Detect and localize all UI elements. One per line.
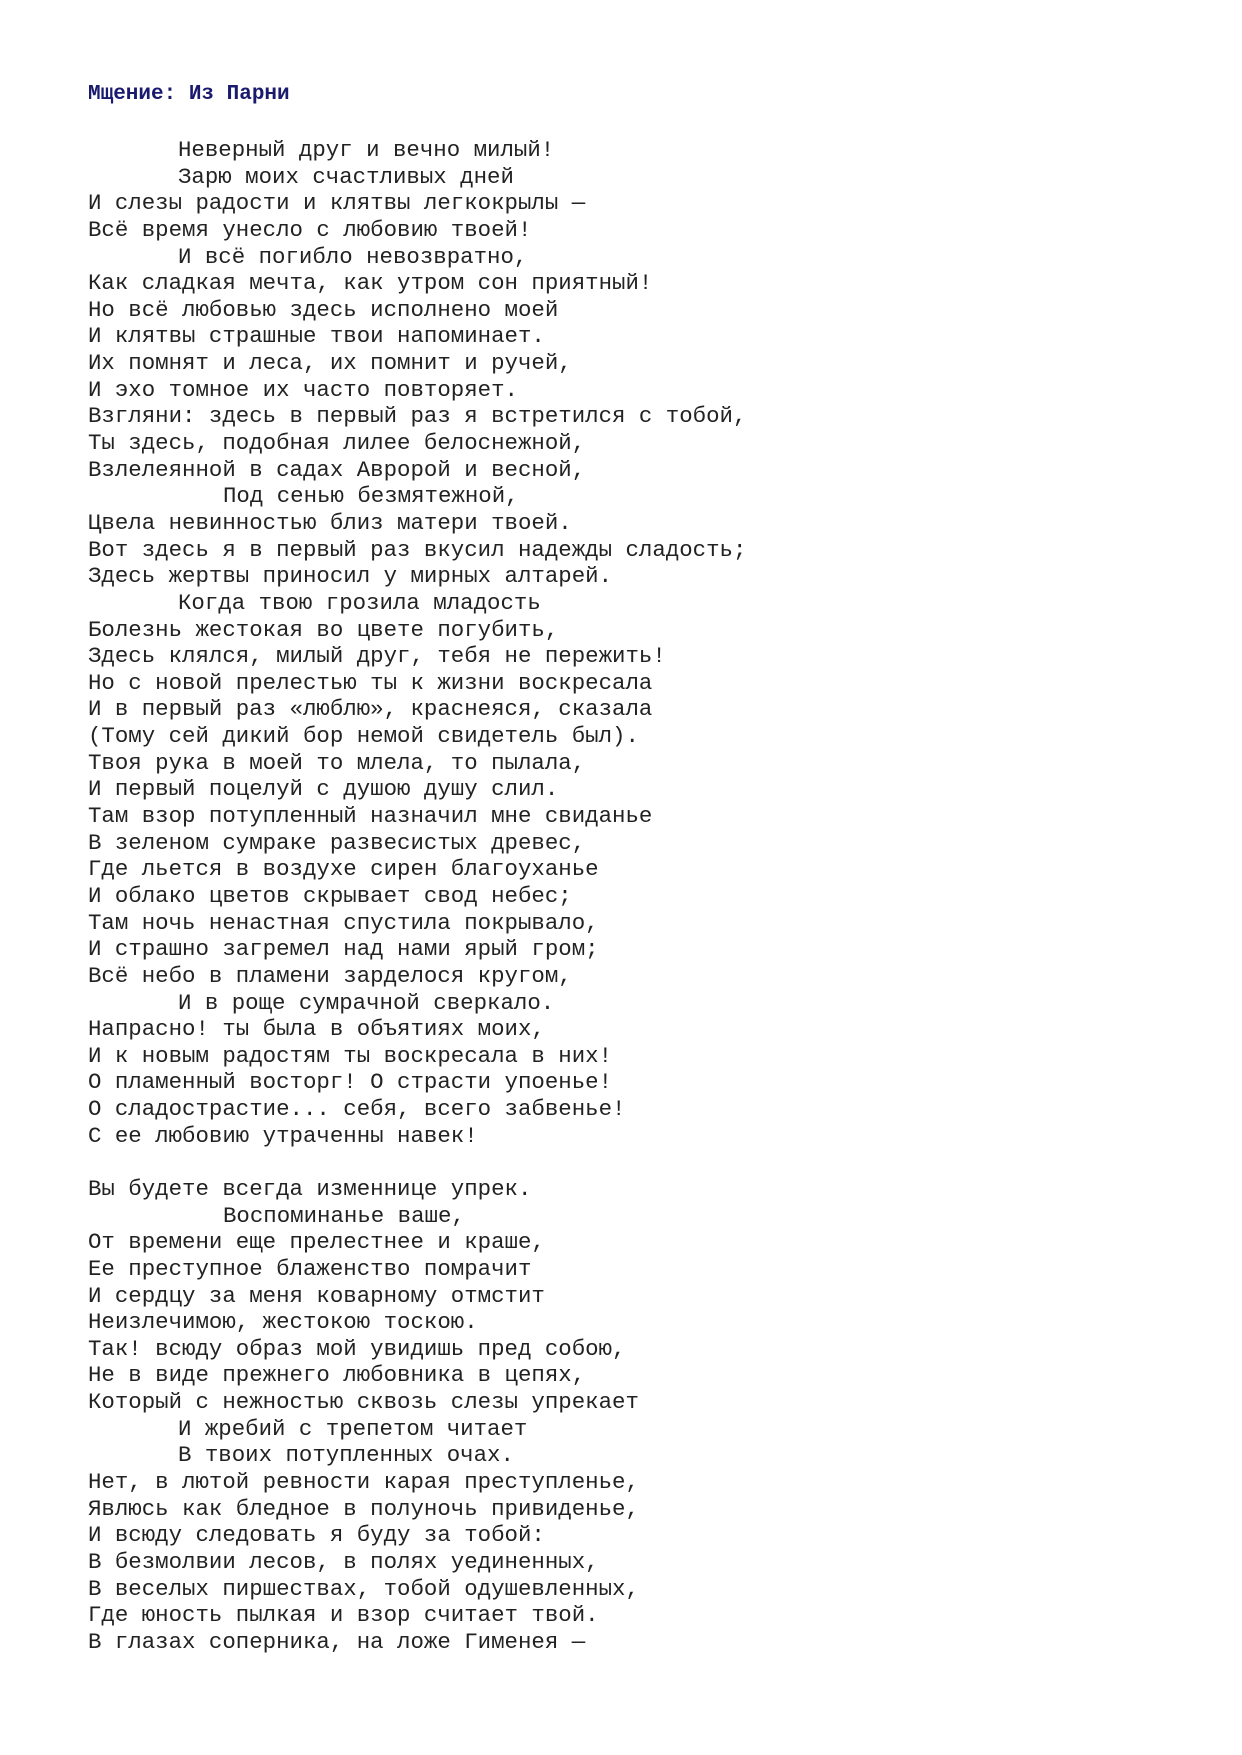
poem-line: Всё небо в пламени зарделося кругом,: [88, 962, 572, 989]
stanza-break: [88, 1149, 1188, 1176]
poem-line: И в роще сумрачной сверкало.: [178, 989, 555, 1016]
poem-line: И облако цветов скрывает свод небес;: [88, 882, 572, 909]
poem-line: Взлелеянной в садах Авророй и весной,: [88, 456, 586, 483]
poem-line: Когда твою грозила младость: [178, 589, 541, 616]
poem-title: Мщение: Из Парни: [88, 83, 290, 106]
poem-line: И страшно загремел над нами ярый гром;: [88, 936, 599, 963]
poem-line: В зеленом сумраке развесистых древес,: [88, 829, 586, 856]
poem-line: Напрасно! ты была в объятиях моих,: [88, 1016, 545, 1043]
poem-line: И всюду следовать я буду за тобой:: [88, 1522, 545, 1549]
poem-line: Явлюсь как бледное в полуночь привиденье,: [88, 1495, 639, 1522]
poem-body: [88, 137, 1188, 1656]
poem-line: Всё время унесло с любовию твоей!: [88, 216, 532, 243]
poem-line: Вы будете всегда изменнице упрек.: [88, 1175, 532, 1202]
poem-line: Зарю моих счастливых дней: [178, 163, 514, 190]
poem-line: И первый поцелуй с душою душу слил.: [88, 776, 559, 803]
poem-line: Неверный друг и вечно милый!: [178, 137, 555, 163]
poem-line: И в первый раз «люблю», краснеяся, сказала: [88, 696, 653, 723]
poem-line: И всё погибло невозвратно,: [178, 243, 528, 270]
poem-line: Их помнят и леса, их помнит и ручей,: [88, 350, 572, 377]
poem-line: Так! всюду образ мой увидишь пред собою,: [88, 1335, 626, 1362]
poem-line: Воспоминанье ваше,: [223, 1202, 465, 1229]
poem-line: В безмолвии лесов, в полях уединенных,: [88, 1548, 599, 1575]
poem-line: И жребий с трепетом читает: [178, 1415, 528, 1442]
poem-line: Твоя рука в моей то млела, то пылала,: [88, 749, 586, 776]
poem-line: О пламенный восторг! О страсти упоенье!: [88, 1069, 613, 1096]
poem-line: Который с нежностью сквозь слезы упрекает: [88, 1389, 639, 1416]
poem-line: Но всё любовью здесь исполнено моей: [88, 296, 559, 323]
poem-line: Нет, в лютой ревности карая преступленье,: [88, 1469, 639, 1496]
poem-line: Ее преступное блаженство помрачит: [88, 1255, 532, 1282]
poem-line: Как сладкая мечта, как утром сон приятный!: [88, 270, 653, 297]
poem-line: Под сенью безмятежной,: [223, 483, 519, 510]
poem-line: Там взор потупленный назначил мне свиданье: [88, 803, 653, 830]
poem-line: (Тому сей дикий бор немой свидетель был).: [88, 723, 639, 750]
poem-line: Там ночь ненастная спустила покрывало,: [88, 909, 599, 936]
poem-line: В глазах соперника, на ложе Гименея —: [88, 1628, 586, 1655]
poem-line: Здесь клялся, милый друг, тебя не пережить!: [88, 643, 666, 670]
poem-line: В веселых пиршествах, тобой одушевленных,: [88, 1575, 639, 1602]
poem-line: Ты здесь, подобная лилее белоснежной,: [88, 430, 586, 457]
poem-line: Где льется в воздухе сирен благоуханье: [88, 856, 599, 883]
poem-line: Здесь жертвы приносил у мирных алтарей.: [88, 563, 613, 590]
poem-line: И сердцу за меня коварному отмстит: [88, 1282, 545, 1309]
poem-line: Цвела невинностью близ матери твоей.: [88, 509, 572, 536]
poem-line: Вот здесь я в первый раз вкусил надежды сладость;: [88, 536, 747, 563]
poem-line: И клятвы страшные твои напоминает.: [88, 323, 545, 350]
poem-line: И к новым радостям ты воскресала в них!: [88, 1042, 613, 1069]
poem-line: С ее любовию утраченны навек!: [88, 1122, 478, 1149]
poem-line: О сладострастие... себя, всего забвенье!: [88, 1096, 626, 1123]
poem-line: Но с новой прелестью ты к жизни воскресала: [88, 669, 653, 696]
poem-line: Взгляни: здесь в первый раз я встретился с тобой,: [88, 403, 747, 430]
poem-line: И эхо томное их часто повторяет.: [88, 376, 518, 403]
poem-line: Болезнь жестокая во цвете погубить,: [88, 616, 559, 643]
poem-line: Не в виде прежнего любовника в цепях,: [88, 1362, 586, 1389]
poem-line: Где юность пылкая и взор считает твой.: [88, 1602, 599, 1629]
poem-line: От времени еще прелестнее и краше,: [88, 1229, 545, 1256]
poem-line: В твоих потупленных очах.: [178, 1442, 514, 1469]
poem-line: Неизлечимою, жестокою тоскою.: [88, 1309, 478, 1336]
poem-line: И слезы радости и клятвы легкокрылы —: [88, 190, 586, 217]
document-page: [88, 80, 1188, 1656]
